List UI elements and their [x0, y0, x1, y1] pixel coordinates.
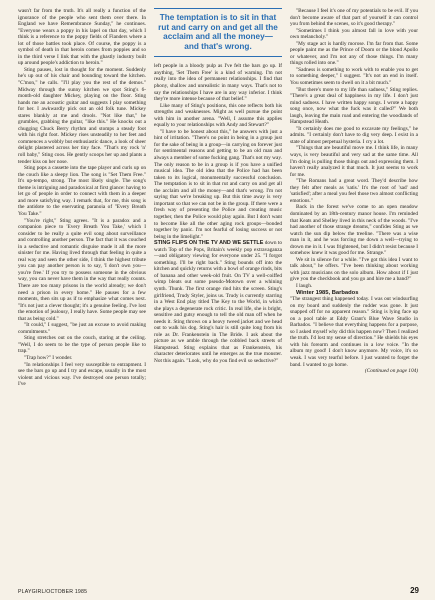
body-paragraph: "Things that are beautiful move me. I think life, in many ways, is very beautiful and very sad at the same time. All I'm doing is pulling those things out and expressing them. I haven't really analyzed it that much. It just seems to work for me. — [290, 145, 418, 178]
body-paragraph: "Trap how?" I wonder. — [24, 354, 73, 361]
body-paragraph: "It certainly does me good to excavate my feelings," he admits. "I certainly don't have to dig very deep. I exist in a state of almost perpetual hysteria. I cry a lot. — [290, 125, 418, 145]
body-paragraph: "The Romans had a great word. They'd describe how they felt after meals as 'satis.' It's the root of 'sad' and 'satisfied'; after a meal you feel those two almost conflicting emotions." — [290, 178, 418, 204]
body-paragraph: "Because I feel it's one of my potentials to be evil. If you don't become aware of that part of yourself it can control you from behind the scenes, so it's good therapy." — [290, 8, 418, 28]
body-paragraph: "My stage act is hardly morose. I'm far from that. Some people paint me as the Prince of Doom or the blond Apollo or whatever, and I'm not any of those things. I'm many things rolled into one." — [290, 40, 418, 67]
body-paragraph: Sting pops a cassette into the tape player and curls up on the couch like a sleepy lion. The song is "Set Them Free." It's up-tempo, strong. The most likely single. The song's theme is intriguing and paradoxical at first glance: having to let go of people in order to connect with them in a deeper and more satisfying way. I remark that, for me, this song is the antidote to the enervating paranoia of "Every Breath You Take." — [18, 165, 146, 217]
section-opening-text: down to watch Top of the Pops, Britain's weekly pop extravaganza—and obligatory viewing for everyone under 25. "I forgot something. I'll be right back." Sting bounds off into the kitchen and quickly returns with a bowl of orange rinds, bits of banana and other week-old fruit. On TV a well-coiffed wimp bleats out some pseudo-Motown over a whining synth. Thunk. The first orange rind hits the screen. Sting's girlfriend, Trudy Styler, joins us. Trudy is currently starring in a West End play titled The Key to the World, in which she plays a degenerate rock critic. In real life, she is bright, sensitive and gutsy enough to tell the old man off when he needs it. Sting throws on a heavy tweed jacket and we head out to walk his dog. Sting's hair is still quite long from his role as Dr. Frankenstein in The Bride. I ask about the picture as we amble through the cobbled back streets of Hampstead. Sting explains that as Frankenstein, his character deteriorates until he emerges as the true monster. Not this again. "Look, why do you find evil so seductive?" — [154, 240, 282, 364]
body-paragraph: "I have to be honest about this," he answers with just a hint of irritation. "There's no point in being in a group just for the sake of being in a group—in carrying on forever just for sentimental reasons and getting to be an old man and always a member of some fucking gang. That's not my way. The only reason to be in a group is if you have a unified musical idea. The old idea that the Police had has been taken to its logical, monumentally successful conclusion. The temptation is to sit in that rut and carry on and get all the acclaim and all the money—and that's wrong. I'm not saying that we're breaking up. But this time away is very important so that we can not be in the group. If there were a fresh way of presenting the Police and creating music together, then the Police would play again. But I don't want to become like all the other aging rock groups—bonded together by panic. I'm not fearful of losing success or not being in the limelight." — [154, 128, 282, 240]
page-footer — [18, 586, 419, 595]
section-opening — [154, 240, 282, 364]
body-paragraph: "In relationships I feel very susceptible to entrapment. I see the bars go up and I try and escape, usually in the most violent and vicious way. I've destroyed one person totally; I've — [18, 361, 146, 388]
body-paragraph: Like many of Sting's positions, this one reflects both his strengths and weaknesses. Might as well pursue the point with him in another arena. "Well, I assume this applies equally to your relationships with Andy and Stewart?" — [154, 102, 282, 129]
body-paragraph: wasn't far from the truth. It's all really a function of the ignorance of the people who sent them over there. In England we have Remembrance Sunday," he continues. "Everyone wears a poppy in his lapel on that day, which I think is a reference to the poppy fields of Flanders where a lot of those battles took place. Of course, the poppy is a symbol of death in that heroin comes from poppies and so in the third verse I link that with the ghastly industry built up around people's addiction to heroin." — [18, 8, 146, 67]
body-paragraph: Back in the forest we've come to an open meadow dominated by an 18th-century manor house. I'm reminded that Keats and Shelley lived in this neck of the woods. "I've had another of those strange dreams," confides Sting as we watch the sun dip below the treeline. "There was a wise man in it, and he was forcing me down a well—trying to drown me in it. I was frightened, but I didn't resist because I somehow knew it was good for me. Strange." — [290, 204, 418, 257]
section-subhead: Winter 1985, Barbados — [296, 289, 359, 296]
pull-quote: The temptation is to sit in that rut and carry on and get all the acclaim and all the money—and that's wrong. — [154, 8, 282, 57]
body-paragraph: "It could," I suggest, "be just an excuse to avoid making commitments." — [18, 322, 146, 335]
body-paragraph: "But there's more to my life than sadness," Sting replies. "There's a great deal of happiness in my life. I don't just mind sadness. I have written happy songs. I wrote a happy song once, now what the fuck was it called?" We both laugh, leaving the main road and entering the woodlands of Hampstead Heath. — [290, 86, 418, 126]
body-paragraph: "The strangest thing happened today. I was out windsurfing on my board and suddenly the rudder was gone. It just snapped off for no apparent reason." Sting is lying face up on a pool table at Eddy Grant's Blue Wave Studio in Barbados. "I believe that everything happens for a purpose, so I asked myself why did this happen now? Then I realized the truth. I'd lost my sense of direction." He shields his eyes with his forearm and continues in a low voice. "In the album my good! I don't know anymore. My voice, it's so weak. I was very tearful before. I just wanted to forget the band. I wanted to go home. — [290, 296, 418, 368]
page-number: 29 — [410, 586, 419, 595]
magazine-page — [18, 8, 418, 582]
article-columns — [18, 8, 418, 582]
body-paragraph: "You're right," Sting agrees. "It is a paradox and a companion piece to 'Every Breath You Take,' which I consider to be really a quite evil song about surveillance and controlling another person. The fact that it was couched in a seductive and romantic disguise made it all the more sinister for me. Having lived through that feeling in quite a real way and seen the other side, I think the highest tribute you can pay another person is to say, 'I don't own you—you're free.' If you try to possess someone in the obvious way, you can never have them in the way that really counts. There are too many prisons in the world already; we don't need a prison in every home." He pauses for a few moments, then sits up as if to emphasize what comes next. "It's not just a clever thought; it's a genuine feeling. I've lost the emotion of jealousy, I really have. Some people may see that as being cold." — [18, 217, 146, 322]
folio-line: PLAYGIRL/OCTOBER 1985 — [18, 589, 88, 595]
body-paragraph: Sting pauses, lost in thought for the moment. Suddenly he's up out of his chair and bounding toward the kitchen. "C'mon," he calls. "I'll play you the rest of the demos." Midway through the sunny kitchen we spot Sting's 6-month-old daughter Mickey, playing on the floor. Sting hands me an acoustic guitar and suggests I play something for her. I awkwardly pick out an old folk tune. Mickey stares blankly at me and drools. "Not like that," he grumbles, grabbing the guitar, "like this." He knocks out a chugging Chuck Berry rhythm and stomps a steady foot with his right foot. Mickey rises unsteadily to her feet and commences a wobbly but enthusiastic dance, a look of sheer delight plastered across her tiny face. "That's my rock 'n' roll baby," Sting coos. He gently scoops her up and plants a tender kiss on her nose. — [18, 66, 146, 165]
body-paragraph: We sit in silence for a while. "I've got this idea I want to talk about," he offers. "I've been thinking about working with jazz musicians on the solo album. How about if I just give you the checkbook and you go and hire me a band?" — [290, 256, 418, 283]
article-column-2 — [154, 8, 282, 582]
article-column-3 — [290, 8, 418, 582]
continued-notice: (Continued on page 104) — [364, 368, 418, 375]
body-paragraph: left people in a bloody pulp as I've felt the bars go up. If anything, 'Set Them Free' is a kind of warning. I'm not really into the idea of permanent relationships. I find that phony, shallow and unrealistic in many ways. That's not to say the relationships I have are in any way inferior. I think they're more intense because of that belief." — [154, 63, 282, 103]
body-paragraph: Sting stretches out on the couch, staring at the ceiling. "Well, I do seem to be the type of person people like to trap." — [18, 335, 146, 355]
body-paragraph: "Sometimes I think you almost fall in love with your own melancholy." — [290, 27, 418, 41]
section-lead-caps: STING FLIPS ON THE TV AND WE SETTLE — [154, 240, 264, 247]
body-paragraph: I laugh. — [296, 282, 313, 289]
body-paragraph: "Sadness is something to work with to enable you to get to something deeper," I suggest. "It's not an end in itself. You sometimes seem to dwell on it a bit much." — [290, 66, 418, 87]
article-column-1 — [18, 8, 146, 582]
